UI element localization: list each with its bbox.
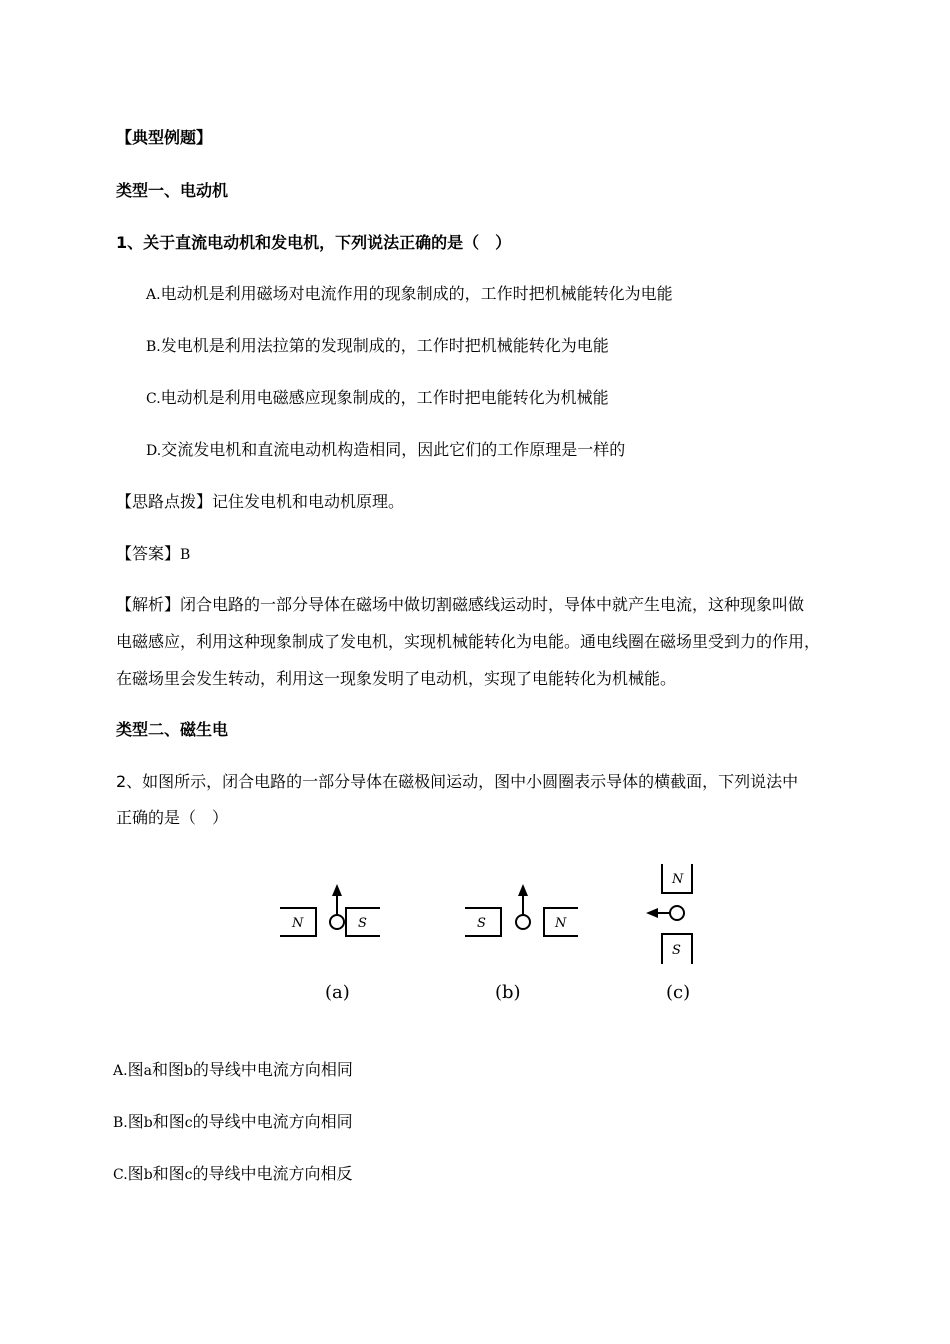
section-heading: 【典型例题】 <box>116 128 213 147</box>
q2-option-b <box>113 1112 353 1133</box>
analysis-label: 【解析】 <box>116 595 181 614</box>
option-text-mid: 和图 <box>152 1112 185 1131</box>
answer-value: B <box>180 547 191 563</box>
q1-analysis-line-1 <box>116 595 804 615</box>
option-var-2: c <box>184 1115 193 1131</box>
pole-a-right: S <box>358 916 367 931</box>
magnet-conductor-figure <box>270 850 710 1020</box>
pole-a-left: N <box>292 916 304 931</box>
q1-option-b <box>146 336 609 357</box>
hint-text: 记住发电机和电动机原理。 <box>212 492 405 511</box>
option-var-1: b <box>143 1167 153 1183</box>
conductor-b <box>516 915 530 929</box>
option-text-pre: 图 <box>127 1112 144 1131</box>
q1-answer <box>116 544 190 565</box>
q1-stem-text: 1、关于直流电动机和发电机，下列说法正确的是（ ） <box>116 233 512 252</box>
q2-option-c <box>113 1164 353 1185</box>
option-letter: D. <box>146 443 162 459</box>
conductor-a <box>330 915 344 929</box>
option-var-1: b <box>143 1115 153 1131</box>
q1-option-c <box>146 388 609 409</box>
option-text-post: 的导线中电流方向相反 <box>192 1164 353 1183</box>
option-text-pre: 图 <box>127 1060 144 1079</box>
answer-label: 【答案】 <box>116 544 181 563</box>
option-var-2: b <box>183 1063 193 1079</box>
arrow-b-head <box>518 884 528 896</box>
q1-option-d <box>146 440 625 461</box>
q2-stem-line-1 <box>116 772 798 792</box>
type1-title: 类型一、电动机 <box>116 181 229 200</box>
option-text-mid: 和图 <box>152 1164 185 1183</box>
arrow-a-head <box>332 884 342 896</box>
pole-b-left: S <box>477 916 486 931</box>
q1-analysis-line-2: 电磁感应，利用这种现象制成了发电机，实现机械能转化为电能。通电线圈在磁场里受到力的作用， <box>116 632 821 651</box>
q1-analysis-line-3: 在磁场里会发生转动，利用这一现象发明了电动机，实现了电能转化为机械能。 <box>116 669 677 688</box>
caption-c: (c) <box>666 982 691 1003</box>
option-letter: B. <box>113 1115 128 1131</box>
option-letter: A. <box>146 287 161 303</box>
hint-label: 【思路点拨】 <box>116 492 213 511</box>
caption-a: (a) <box>325 982 350 1003</box>
type2-title: 类型二、磁生电 <box>116 720 229 739</box>
option-text-post: 的导线中电流方向相同 <box>192 1112 353 1131</box>
caption-b: (b) <box>495 982 521 1003</box>
option-letter: C. <box>113 1167 128 1183</box>
option-text-post: 的导线中电流方向相同 <box>192 1060 353 1079</box>
option-text-mid: 和图 <box>151 1060 184 1079</box>
option-var-2: c <box>184 1167 193 1183</box>
option-letter: A. <box>113 1063 128 1079</box>
option-text: 发电机是利用法拉第的发现制成的，工作时把机械能转化为电能 <box>160 336 609 355</box>
option-text: 交流发电机和直流电动机构造相同，因此它们的工作原理是一样的 <box>161 440 626 459</box>
q1-hint <box>116 492 404 512</box>
pole-c-top: N <box>672 872 684 887</box>
pole-c-bottom: S <box>672 943 681 958</box>
pole-b-right: N <box>555 916 567 931</box>
option-letter: B. <box>146 339 161 355</box>
q2-stem-line-2: 正确的是（ ） <box>116 808 229 827</box>
q1-option-a <box>146 284 673 305</box>
option-letter: C. <box>146 391 161 407</box>
option-var-1: a <box>143 1063 152 1079</box>
option-text: 电动机是利用电磁感应现象制成的，工作时把电能转化为机械能 <box>160 388 609 407</box>
analysis-text: 闭合电路的一部分导体在磁场中做切割磁感线运动时，导体中就产生电流，这种现象叫做 <box>180 595 805 614</box>
q2-stem-text-1: 2、如图所示，闭合电路的一部分导体在磁极间运动，图中小圆圈表示导体的横截面，下列说法中 <box>116 772 799 791</box>
option-text-pre: 图 <box>127 1164 144 1183</box>
q1-stem <box>116 233 511 253</box>
conductor-c <box>670 906 684 920</box>
option-text: 电动机是利用磁场对电流作用的现象制成的，工作时把机械能转化为电能 <box>160 284 673 303</box>
q2-option-a <box>113 1060 353 1081</box>
arrow-c-head <box>646 908 658 918</box>
